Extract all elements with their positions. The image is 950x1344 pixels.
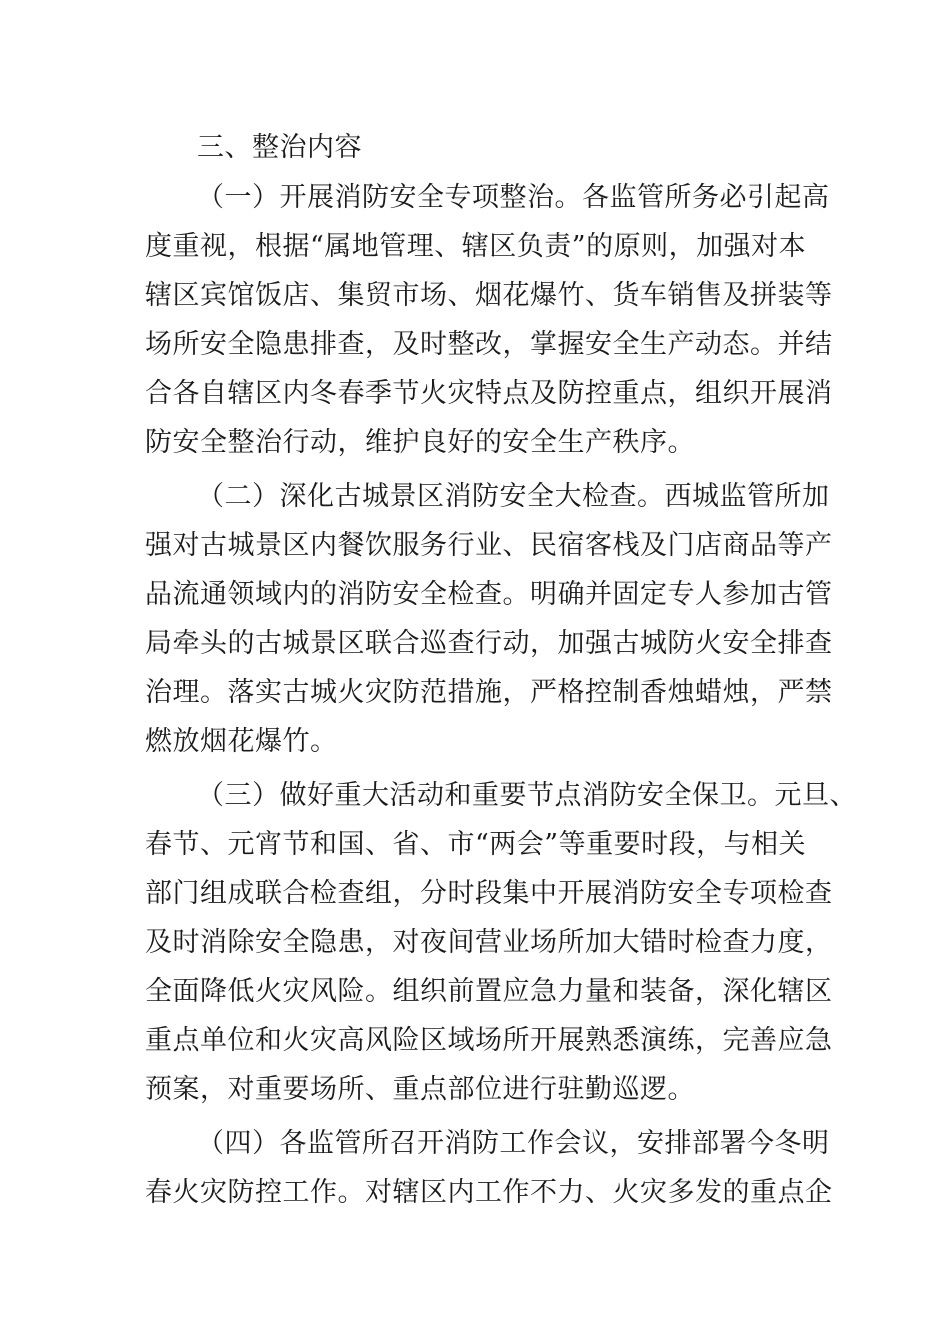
paragraph-line: （一）开展消防安全专项整治。各监管所务必引起高 (197, 182, 830, 213)
paragraph-line: 局牵头的古城景区联合巡查行动，加强古城防火安全排查 (145, 628, 833, 659)
paragraph-line: 预案，对重要场所、重点部位进行驻勤巡逻。 (145, 1074, 695, 1105)
paragraph-line: 防安全整治行动，维护良好的安全生产秩序。 (145, 427, 695, 458)
paragraph-line: 强对古城景区内餐饮服务行业、民宿客栈及门店商品等产 (145, 530, 833, 561)
paragraph-line: 场所安全隐患排查，及时整改，掌握安全生产动态。并结 (145, 329, 833, 360)
paragraph-line: 燃放烟花爆竹。 (145, 726, 338, 757)
paragraph-line: （二）深化古城景区消防安全大检查。西城监管所加 (197, 481, 830, 512)
section-heading: 三、整治内容 (197, 132, 362, 163)
paragraph-line: （三）做好重大活动和重要节点消防安全保卫。元旦、 (197, 780, 857, 811)
paragraph-line: 及时消除安全隐患，对夜间营业场所加大错时检查力度， (145, 927, 833, 958)
paragraph-line: 合各自辖区内冬春季节火灾特点及防控重点，组织开展消 (145, 378, 833, 409)
paragraph-line: 部门组成联合检查组，分时段集中开展消防安全专项检查 (145, 878, 833, 909)
paragraph-line: 全面降低火灾风险。组织前置应急力量和装备，深化辖区 (145, 976, 833, 1007)
paragraph-line: 春火灾防控工作。对辖区内工作不力、火灾多发的重点企 (145, 1177, 833, 1208)
paragraph-line: 辖区宾馆饭店、集贸市场、烟花爆竹、货车销售及拼装等 (145, 280, 833, 311)
paragraph-line: 春节、元宵节和国、省、市“两会”等重要时段，与相关 (145, 829, 807, 860)
paragraph-line: （四）各监管所召开消防工作会议，安排部署今冬明 (197, 1128, 830, 1159)
paragraph-line: 度重视，根据“属地管理、辖区负责”的原则，加强对本 (145, 231, 807, 262)
paragraph-line: 品流通领域内的消防安全检查。明确并固定专人参加古管 (145, 579, 833, 610)
paragraph-line: 重点单位和火灾高风险区域场所开展熟悉演练，完善应急 (145, 1025, 833, 1056)
paragraph-line: 治理。落实古城火灾防范措施，严格控制香烛蜡烛，严禁 (145, 677, 833, 708)
